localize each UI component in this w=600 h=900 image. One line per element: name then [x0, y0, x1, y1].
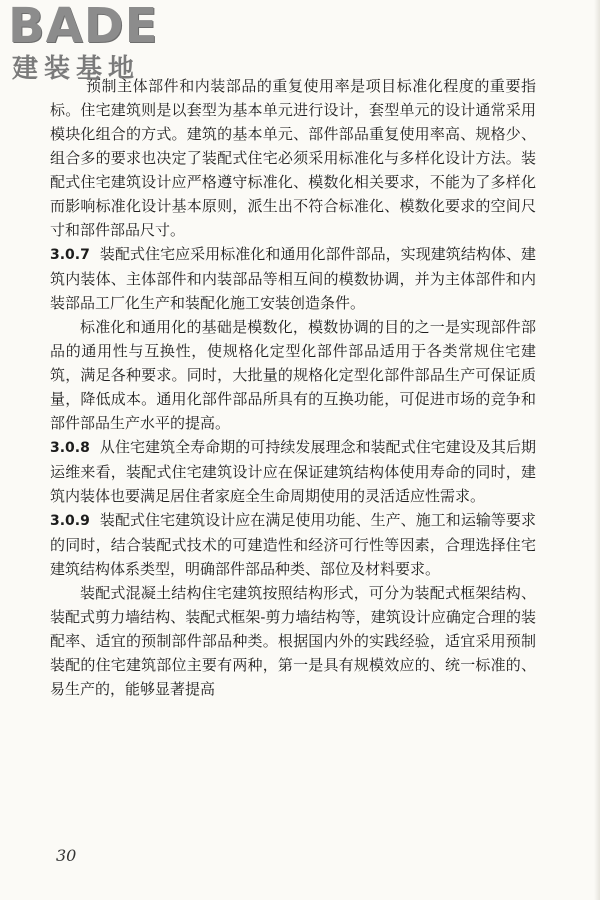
page-number: 30	[56, 846, 77, 865]
clause-3-0-7	[50, 242, 536, 315]
paragraph: 预制主体部件和内装部品的重复使用率是项目标准化程度的重要指标。住宅建筑则是以套型为基本单元进行设计，套型单元的设计通常采用模块化组合的方式。建筑的基本单元、部件部品重复使用率高、规格少、组合多的要求也决定了装配式住宅必须采用标准化与多样化设计方法。装配式住宅建筑设计应严格遵守标准化、模数化相关要求，不能为了多样化而影响标准化设计基本原则，派生出不符合标准化、模数化要求的空间尺寸和部件部品尺寸。	[50, 77, 536, 239]
clause-number: 3.0.9	[50, 513, 90, 529]
clause-number: 3.0.7	[50, 247, 90, 263]
clause-number: 3.0.8	[50, 440, 90, 456]
paragraph: 标准化和通用化的基础是模数化，模数协调的目的之一是实现部件部品的通用性与互换性，使规格化定型化部件部品适用于各类常规住宅建筑，满足各种要求。同时，大批量的规格化定型化部件部品生产可保证质量，降低成本。通用化部件部品所具有的互换功能，可促进市场的竞争和部件部品生产水平的提高。	[50, 318, 536, 432]
page-edge-shadow	[594, 0, 600, 900]
clause-text: 装配式住宅应采用标准化和通用化部件部品，实现建筑结构体、建筑内装体、主体部件和内装部品等相互间的模数协调，并为主体部件和内装部品工厂化生产和装配化施工安装创造条件。	[50, 245, 536, 312]
brand-subtitle: 建装基地	[12, 54, 141, 84]
clause-text: 从住宅建筑全寿命期的可持续发展理念和装配式住宅建设及其后期运维来看，装配式住宅建筑设计应在保证建筑结构体使用寿命的同时，建筑内装体也要满足居住者家庭全生命周期使用的灵活适应性需求。	[50, 438, 536, 505]
clause-3-0-9	[50, 508, 536, 581]
brand-wordmark: BADE	[8, 0, 159, 54]
clause-3-0-8	[50, 435, 536, 508]
body-text	[50, 74, 536, 701]
paragraph: 装配式混凝土结构住宅建筑按照结构形式，可分为装配式框架结构、装配式剪力墙结构、装配式框架-剪力墙结构等，建筑设计应确定合理的装配率、适宜的预制部件部品种类。根据国内外的实践经验，适宜采用预制装配的住宅建筑部位主要有两种，第一是具有规模效应的、统一标准的、易生产的，能够显著提高	[50, 584, 536, 698]
clause-text: 装配式住宅建筑设计应在满足使用功能、生产、施工和运输等要求的同时，结合装配式技术的可建造性和经济可行性等因素，合理选择住宅建筑结构体系类型，明确部件部品种类、部位及材料要求。	[50, 511, 536, 578]
